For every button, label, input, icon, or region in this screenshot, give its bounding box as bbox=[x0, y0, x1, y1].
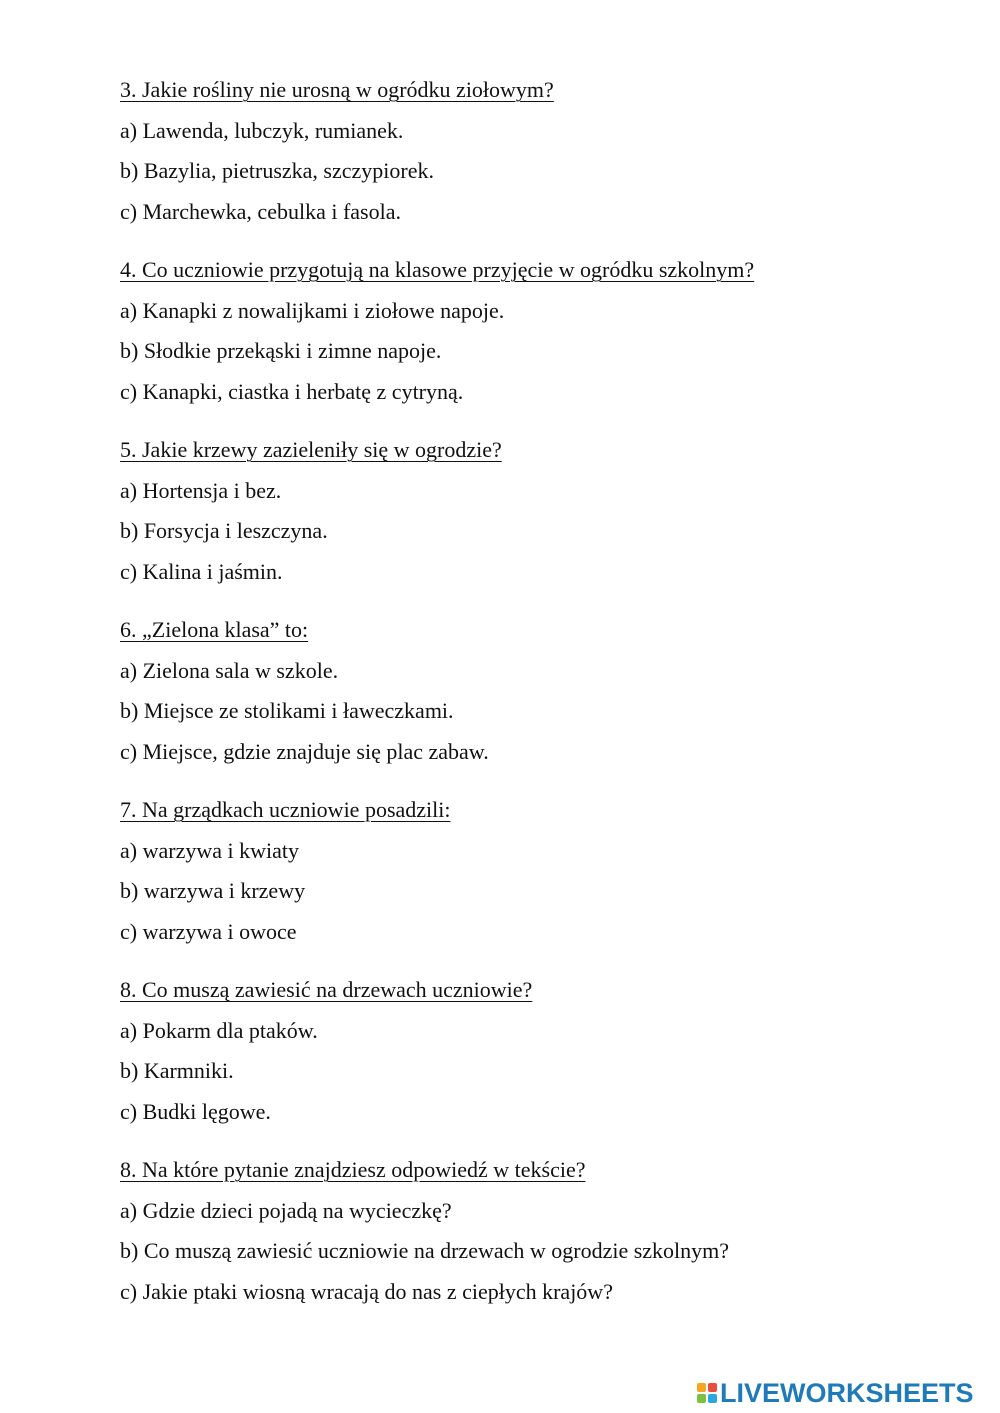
logo-square-icon bbox=[708, 1394, 717, 1403]
question-3 bbox=[120, 70, 940, 232]
question-title: 8. Na które pytanie znajdziesz odpowiedź w tekście? bbox=[120, 1157, 586, 1182]
answer-option-a[interactable]: a) Kanapki z nowalijkami i ziołowe napoje. bbox=[120, 297, 505, 323]
answer-option-c[interactable]: c) Jakie ptaki wiosną wracają do nas z ciepłych krajów? bbox=[120, 1278, 613, 1304]
question-6 bbox=[120, 610, 940, 772]
question-4 bbox=[120, 250, 940, 412]
question-title: 6. „Zielona klasa” to: bbox=[120, 617, 309, 642]
logo-square-icon bbox=[697, 1394, 706, 1403]
answer-option-c[interactable]: c) Marchewka, cebulka i fasola. bbox=[120, 198, 401, 224]
answer-option-b[interactable]: b) Bazylia, pietruszka, szczypiorek. bbox=[120, 158, 434, 183]
answer-option-b[interactable]: b) Karmniki. bbox=[120, 1058, 234, 1083]
answer-option-a[interactable]: a) Zielona sala w szkole. bbox=[120, 657, 339, 683]
logo-square-icon bbox=[708, 1383, 717, 1392]
answer-option-c[interactable]: c) Miejsce, gdzie znajduje się plac zabaw. bbox=[120, 738, 489, 764]
worksheet bbox=[120, 70, 940, 1330]
answer-option-b[interactable]: b) Co muszą zawiesić uczniowie na drzewach w ogrodzie szkolnym? bbox=[120, 1238, 730, 1263]
answer-option-b[interactable]: b) warzywa i krzewy bbox=[120, 878, 306, 903]
question-title: 8. Co muszą zawiesić na drzewach uczniowie? bbox=[120, 977, 533, 1002]
logo-mark-icon bbox=[697, 1383, 717, 1403]
answer-option-c[interactable]: c) Kanapki, ciastka i herbatę z cytryną. bbox=[120, 378, 464, 404]
question-8 bbox=[120, 970, 940, 1132]
answer-option-b[interactable]: b) Miejsce ze stolikami i ławeczkami. bbox=[120, 698, 454, 723]
logo-square-icon bbox=[697, 1383, 706, 1392]
question-title: 5. Jakie krzewy zazieleniły się w ogrodzie? bbox=[120, 437, 502, 462]
question-7 bbox=[120, 790, 940, 952]
liveworksheets-logo bbox=[697, 1378, 974, 1408]
answer-option-c[interactable]: c) Budki lęgowe. bbox=[120, 1098, 271, 1124]
answer-option-a[interactable]: a) Hortensja i bez. bbox=[120, 477, 282, 503]
question-title: 3. Jakie rośliny nie urosną w ogródku ziołowym? bbox=[120, 77, 554, 102]
answer-option-a[interactable]: a) warzywa i kwiaty bbox=[120, 837, 299, 863]
answer-option-c[interactable]: c) Kalina i jaśmin. bbox=[120, 558, 283, 584]
answer-option-b[interactable]: b) Forsycja i leszczyna. bbox=[120, 518, 328, 543]
answer-option-a[interactable]: a) Lawenda, lubczyk, rumianek. bbox=[120, 117, 404, 143]
question-5 bbox=[120, 430, 940, 592]
answer-option-a[interactable]: a) Pokarm dla ptaków. bbox=[120, 1017, 318, 1043]
answer-option-a[interactable]: a) Gdzie dzieci pojadą na wycieczkę? bbox=[120, 1197, 452, 1223]
answer-option-b[interactable]: b) Słodkie przekąski i zimne napoje. bbox=[120, 338, 442, 363]
question-title: 7. Na grządkach uczniowie posadzili: bbox=[120, 797, 451, 822]
logo-text: LIVEWORKSHEETS bbox=[720, 1378, 974, 1408]
question-title: 4. Co uczniowie przygotują na klasowe przyjęcie w ogródku szkolnym? bbox=[120, 257, 755, 282]
answer-option-c[interactable]: c) warzywa i owoce bbox=[120, 918, 297, 944]
question-8b bbox=[120, 1150, 940, 1312]
